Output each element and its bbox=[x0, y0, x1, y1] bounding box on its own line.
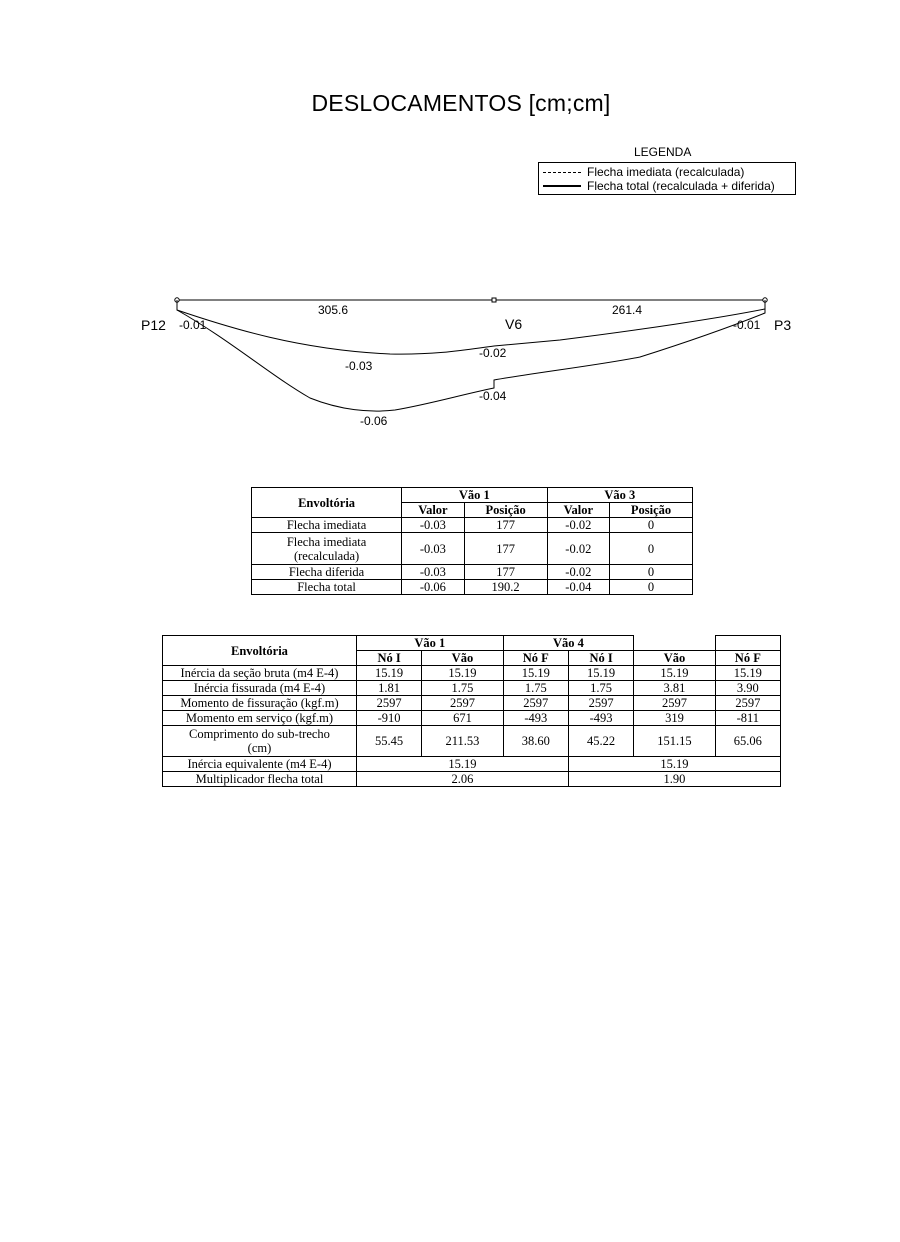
immediate-deflection-curve bbox=[177, 300, 765, 354]
table-row bbox=[163, 726, 781, 757]
deflection-label-mid-total: -0.04 bbox=[479, 389, 507, 403]
table-cell: 2597 bbox=[503, 696, 568, 711]
table-header-span-b: Vão 4 bbox=[503, 636, 634, 651]
table-cell: 2.06 bbox=[356, 772, 568, 787]
table-header-span-a: Vão 1 bbox=[356, 636, 503, 651]
table-header-span-a: Vão 1 bbox=[402, 488, 547, 503]
table-cell: 177 bbox=[464, 565, 547, 580]
table-row bbox=[252, 565, 693, 580]
table-cell: 190.2 bbox=[464, 580, 547, 595]
table-header: Valor bbox=[402, 503, 465, 518]
table-header-empty bbox=[634, 636, 715, 651]
support-label-p12: P12 bbox=[141, 317, 166, 333]
row-label: Comprimento do sub-trecho (cm) bbox=[163, 726, 357, 757]
row-label: Flecha diferida bbox=[252, 565, 402, 580]
table-cell: 3.81 bbox=[634, 681, 715, 696]
table-header: Envoltória bbox=[163, 636, 357, 666]
table-cell: 15.19 bbox=[422, 666, 503, 681]
legend-label: Flecha imediata (recalculada) bbox=[587, 165, 745, 179]
table-cell: 0 bbox=[610, 518, 693, 533]
table-cell: 15.19 bbox=[503, 666, 568, 681]
table-header-empty bbox=[715, 636, 780, 651]
row-label: Flecha imediata bbox=[252, 518, 402, 533]
support-node-v6 bbox=[492, 298, 496, 302]
table-header: Valor bbox=[547, 503, 610, 518]
table-cell: -811 bbox=[715, 711, 780, 726]
envelope-table-inertia bbox=[162, 635, 781, 787]
table-cell: 211.53 bbox=[422, 726, 503, 757]
table-cell: 15.19 bbox=[568, 666, 633, 681]
deflection-label-right: -0.01 bbox=[733, 318, 761, 332]
table-header-span-b: Vão 3 bbox=[547, 488, 692, 503]
deflection-label-span1-immediate: -0.03 bbox=[345, 359, 373, 373]
table-cell: 3.90 bbox=[715, 681, 780, 696]
table-header: Nó F bbox=[715, 651, 780, 666]
table-cell: 2597 bbox=[715, 696, 780, 711]
row-label: Flecha total bbox=[252, 580, 402, 595]
row-label: Multiplicador flecha total bbox=[163, 772, 357, 787]
row-label: Momento em serviço (kgf.m) bbox=[163, 711, 357, 726]
row-label: Inércia da seção bruta (m4 E-4) bbox=[163, 666, 357, 681]
table-cell: -0.02 bbox=[547, 518, 610, 533]
table-cell: 177 bbox=[464, 518, 547, 533]
page-title: DESLOCAMENTOS [cm;cm] bbox=[311, 90, 611, 116]
table-cell: 2597 bbox=[422, 696, 503, 711]
legend-title: LEGENDA bbox=[634, 145, 692, 159]
table-cell: 0 bbox=[610, 533, 693, 565]
table-cell: -493 bbox=[568, 711, 633, 726]
table-row bbox=[163, 681, 781, 696]
table-cell: 319 bbox=[634, 711, 715, 726]
table-cell: -0.04 bbox=[547, 580, 610, 595]
table-cell: -493 bbox=[503, 711, 568, 726]
support-label-v6: V6 bbox=[505, 316, 523, 332]
table-cell: 1.90 bbox=[568, 772, 780, 787]
table-header: Nó I bbox=[568, 651, 633, 666]
span-length-2: 261.4 bbox=[612, 303, 643, 317]
table-cell: 38.60 bbox=[503, 726, 568, 757]
table-header: Nó I bbox=[356, 651, 421, 666]
table-cell: -910 bbox=[356, 711, 421, 726]
table-cell: -0.03 bbox=[402, 518, 465, 533]
table-cell: -0.06 bbox=[402, 580, 465, 595]
table-row bbox=[252, 580, 693, 595]
span-length-1: 305.6 bbox=[318, 303, 349, 317]
table-cell: -0.02 bbox=[547, 533, 610, 565]
table-cell: 151.15 bbox=[634, 726, 715, 757]
deflection-label-left: -0.01 bbox=[179, 318, 207, 332]
table-row bbox=[163, 772, 781, 787]
table-row bbox=[252, 533, 693, 565]
deflection-label-mid-immediate: -0.02 bbox=[479, 346, 507, 360]
row-label: Inércia fissurada (m4 E-4) bbox=[163, 681, 357, 696]
table-cell: 15.19 bbox=[634, 666, 715, 681]
row-label: Flecha imediata (recalculada) bbox=[252, 533, 402, 565]
table-cell: 15.19 bbox=[356, 757, 568, 772]
total-deflection-curve bbox=[177, 300, 765, 411]
table-cell: 2597 bbox=[356, 696, 421, 711]
table-cell: 0 bbox=[610, 565, 693, 580]
table-header: Vão bbox=[422, 651, 503, 666]
table-cell: 15.19 bbox=[568, 757, 780, 772]
table-header: Envoltória bbox=[252, 488, 402, 518]
table-row bbox=[252, 518, 693, 533]
table-cell: 1.75 bbox=[503, 681, 568, 696]
table-row bbox=[163, 666, 781, 681]
table-cell: 1.75 bbox=[422, 681, 503, 696]
table-cell: 45.22 bbox=[568, 726, 633, 757]
table-row bbox=[163, 711, 781, 726]
table-cell: 671 bbox=[422, 711, 503, 726]
row-label: Momento de fissuração (kgf.m) bbox=[163, 696, 357, 711]
table-header: Posição bbox=[610, 503, 693, 518]
envelope-table-deflection bbox=[251, 487, 693, 595]
table-cell: -0.02 bbox=[547, 565, 610, 580]
support-label-p3: P3 bbox=[774, 317, 792, 333]
row-label: Inércia equivalente (m4 E-4) bbox=[163, 757, 357, 772]
table-cell: 55.45 bbox=[356, 726, 421, 757]
table-cell: 1.75 bbox=[568, 681, 633, 696]
table-cell: 1.81 bbox=[356, 681, 421, 696]
deflection-label-span1-total: -0.06 bbox=[360, 414, 388, 428]
table-cell: 15.19 bbox=[715, 666, 780, 681]
table-cell: -0.03 bbox=[402, 565, 465, 580]
legend-label: Flecha total (recalculada + diferida) bbox=[587, 179, 775, 193]
table-cell: 0 bbox=[610, 580, 693, 595]
table-cell: -0.03 bbox=[402, 533, 465, 565]
deflection-diagram bbox=[0, 0, 900, 470]
table-cell: 15.19 bbox=[356, 666, 421, 681]
table-header: Posição bbox=[464, 503, 547, 518]
table-cell: 177 bbox=[464, 533, 547, 565]
table-header: Nó F bbox=[503, 651, 568, 666]
table-row bbox=[163, 696, 781, 711]
table-cell: 2597 bbox=[568, 696, 633, 711]
table-row bbox=[163, 757, 781, 772]
table-cell: 65.06 bbox=[715, 726, 780, 757]
table-header: Vão bbox=[634, 651, 715, 666]
table-cell: 2597 bbox=[634, 696, 715, 711]
